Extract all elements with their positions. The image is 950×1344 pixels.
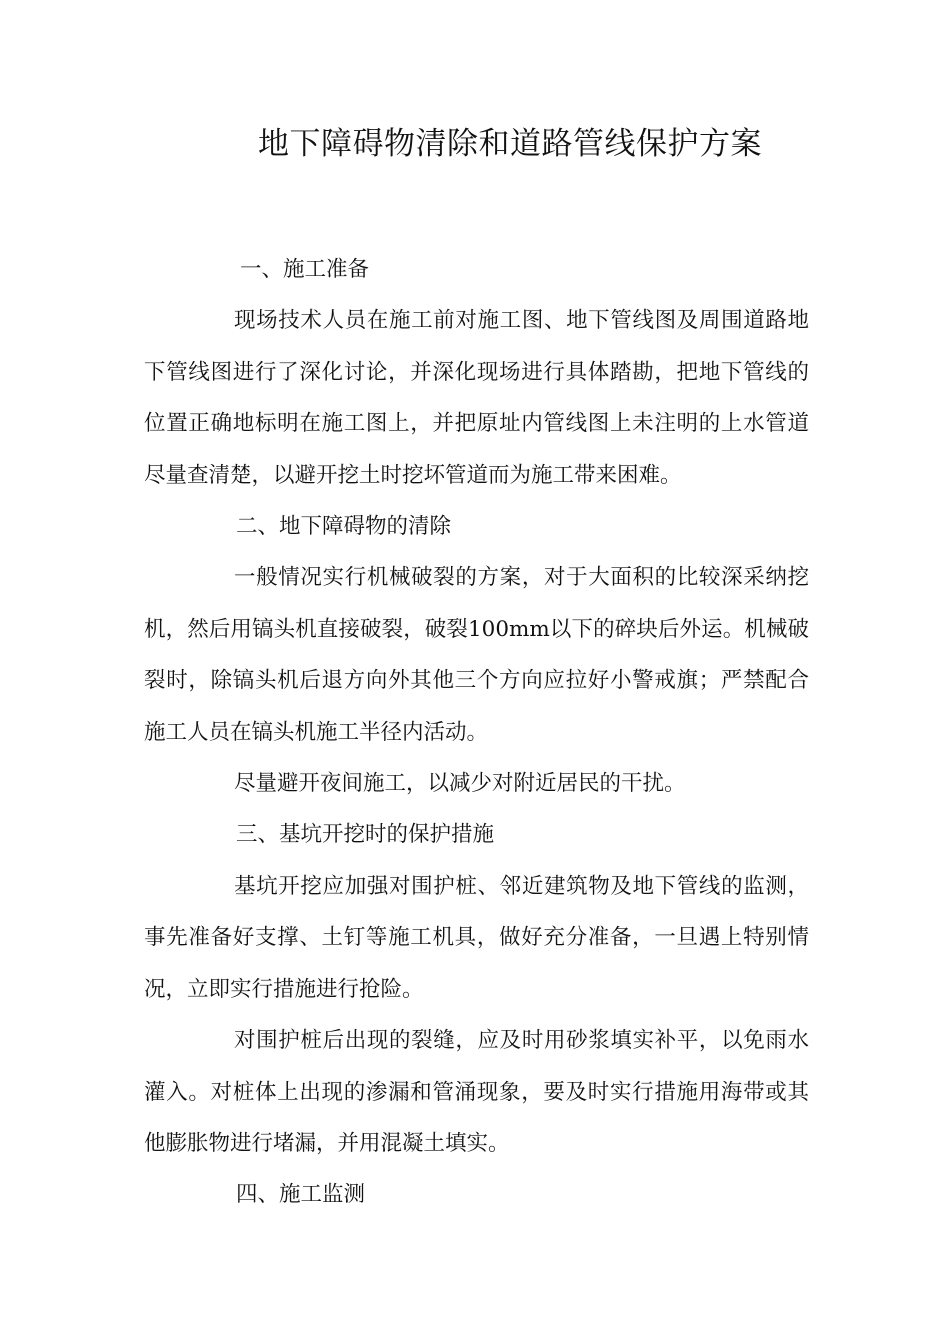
section-heading-excavation-protection: 三、基坑开挖时的保护措施 — [236, 822, 495, 848]
paragraph-preparation: 现场技术人员在施工前对施工图、地下管线图及周围道路地下管线图进行了深化讨论，并深化现场进行具体踏勘，把地下管线的位置正确地标明在施工图上，并把原址内管线图上未注明的上水管道尽量查清楚，以避开挖土时挖坏管道而为施工带来困难。 — [144, 308, 809, 488]
section-heading-monitoring: 四、施工监测 — [236, 1182, 366, 1208]
document-title: 地下障碍物清除和道路管线保护方案 — [258, 126, 762, 162]
document-body — [144, 244, 809, 1221]
paragraph-mechanical-breaking: 一般情况实行机械破裂的方案，对于大面积的比较深采纳挖机，然后用镐头机直接破裂，破裂100mm以下的碎块后外运。机械破裂时，除镐头机后退方向外其他三个方向应拉好小警戒旗；严禁配合施工人员在镐头机施工半径内活动。 — [144, 565, 809, 745]
section-heading-preparation: 一、施工准备 — [240, 257, 370, 282]
paragraph-crack-repair: 对围护桩后出现的裂缝，应及时用砂浆填实补平，以免雨水灌入。对桩体上出现的渗漏和管涌现象，要及时实行措施用海带或其他膨胀物进行堵漏，并用混凝土填实。 — [144, 1028, 809, 1156]
section-heading-obstacle-removal: 二、地下障碍物的清除 — [236, 514, 452, 540]
paragraph-night-work: 尽量避开夜间施工，以减少对附近居民的干扰。 — [234, 771, 686, 797]
paragraph-monitoring-support: 基坑开挖应加强对围护桩、邻近建筑物及地下管线的监测，事先准备好支撑、土钉等施工机具，做好充分准备，一旦遇上特别情况，立即实行措施进行抢险。 — [144, 873, 809, 1002]
